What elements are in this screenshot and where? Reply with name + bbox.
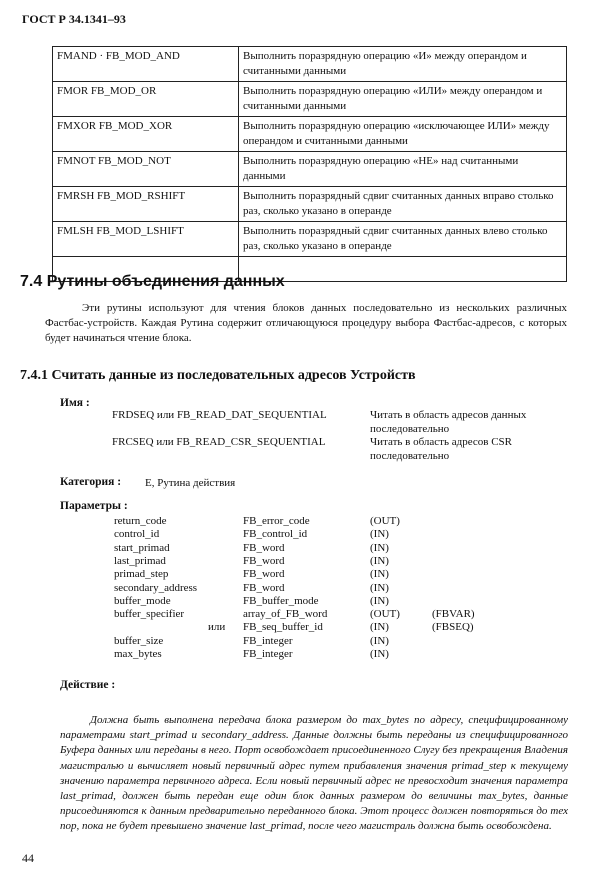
category-value: Е, Рутина действия [145, 477, 236, 489]
table-row [53, 82, 567, 117]
params-label: Параметры : [60, 500, 128, 512]
empty-cell [239, 257, 567, 282]
routine-desc: Читать в область адресов данных последовательно [370, 409, 527, 435]
param-dir: (IN) [370, 621, 389, 634]
param-type: FB_word [243, 568, 285, 581]
action-text: Должна быть выполнена передача блока размером до max_bytes по адресу, специфицированному параметрами start_primad и secondary_address. Данные должны быть переданы из специфицированного Буфера данных или переданы в него. Порт освобождает присоединенного Слугу без прекращения Владения магистралью и вычисляет новый первичный адрес путем прибавления значения primad_step к текущему значению параметра первичного адреса. Если новый первичный адрес не превосходит значения параметра last_primad, должен быть передан еще один блок данных размером до величины max_bytes, данные присоединяются к данным предварительно переданного блока. Этот процесс должен повторяться до тех пор, пока не будет превышено значение last_primad, после чего магистраль должна быть освобождена. [60, 714, 568, 833]
category-label: Категория : [60, 476, 122, 488]
op-code: FMNOT FB_MOD_NOT [53, 152, 239, 187]
param-dir: (IN) [370, 634, 389, 647]
param-dir: (OUT) [370, 608, 400, 621]
param-name: control_id [114, 528, 160, 541]
name-label: Имя : [60, 397, 90, 409]
op-desc: Выполнить поразрядный сдвиг считанных данных вправо столько раз, сколько указано в операнде [239, 187, 567, 222]
routine-name: FRCSEQ или FB_READ_CSR_SEQUENTIAL [112, 436, 326, 448]
op-desc: Выполнить поразрядную операцию «И» между операндом и считанными данными [239, 47, 567, 82]
param-type: FB_integer [243, 634, 293, 647]
param-type: FB_control_id [243, 528, 308, 541]
action-label: Действие : [60, 679, 116, 691]
op-code: FMOR FB_MOD_OR [53, 82, 239, 117]
param-type: FB_error_code [243, 515, 310, 527]
param-note: (FBSEQ) [432, 621, 474, 634]
op-code: FMRSH FB_MOD_RSHIFT [53, 187, 239, 222]
param-type: FB_integer [243, 648, 293, 660]
page-header: ГОСТ Р 34.1341–93 [22, 12, 126, 26]
param-type: FB_word [243, 581, 285, 594]
operations-table [52, 46, 567, 282]
param-dir: (IN) [370, 594, 389, 607]
param-name: secondary_address [114, 581, 198, 594]
table-row [53, 117, 567, 152]
op-code: FMLSH FB_MOD_LSHIFT [53, 222, 239, 257]
table-row [53, 152, 567, 187]
param-name: start_primad [114, 541, 170, 554]
table-row [53, 222, 567, 257]
op-desc: Выполнить поразрядную операцию «ИЛИ» между операндом и считанными данными [239, 82, 567, 117]
param-note: (FBVAR) [432, 608, 475, 621]
routine-desc: Читать в область адресов CSR последовательно [370, 436, 512, 462]
param-dir: (IN) [370, 568, 389, 581]
table-row [53, 47, 567, 82]
param-type: FB_buffer_mode [243, 594, 319, 607]
page-number: 44 [22, 851, 34, 865]
param-type: FB_word [243, 541, 285, 554]
param-pre: или [208, 621, 226, 634]
op-code: FMAND · FB_MOD_AND [53, 47, 239, 82]
op-desc: Выполнить поразрядный сдвиг считанных данных влево столько раз, сколько указано в операнде [239, 222, 567, 257]
routine-name: FRDSEQ или FB_READ_DAT_SEQUENTIAL [112, 409, 327, 421]
op-desc: Выполнить поразрядную операцию «исключающее ИЛИ» между операндом и считанными данными [239, 117, 567, 152]
param-name: max_bytes [114, 648, 162, 660]
param-dir: (IN) [370, 541, 389, 554]
param-dir: (IN) [370, 554, 389, 567]
param-name: buffer_specifier [114, 608, 185, 621]
param-dir: (IN) [370, 528, 389, 541]
param-type: FB_seq_buffer_id [243, 621, 323, 634]
section-title: 7.4 Рутины объединения данных [20, 273, 285, 290]
op-code: FMXOR FB_MOD_XOR [53, 117, 239, 152]
param-name: last_primad [114, 554, 166, 567]
section-paragraph: Эти рутины используют для чтения блоков данных последовательно из нескольких различных Фастбас-устройств. Каждая Рутина содержит отличающуюся процедуру выбора Фастбас-адресов, с которых будет начинаться чтение блока. [45, 302, 567, 344]
param-dir: (OUT) [370, 515, 400, 527]
table-row [53, 187, 567, 222]
param-type: array_of_FB_word [243, 608, 328, 621]
param-type: FB_word [243, 554, 285, 567]
op-desc: Выполнить поразрядную операцию «НЕ» над считанными данными [239, 152, 567, 187]
subsection-title: 7.4.1 Считать данные из последовательных адресов Устройств [20, 368, 416, 383]
param-name: return_code [114, 515, 167, 527]
param-name: primad_step [114, 568, 169, 581]
param-dir: (IN) [370, 648, 389, 660]
param-dir: (IN) [370, 581, 389, 594]
param-name: buffer_size [114, 634, 164, 647]
param-name: buffer_mode [114, 594, 171, 607]
